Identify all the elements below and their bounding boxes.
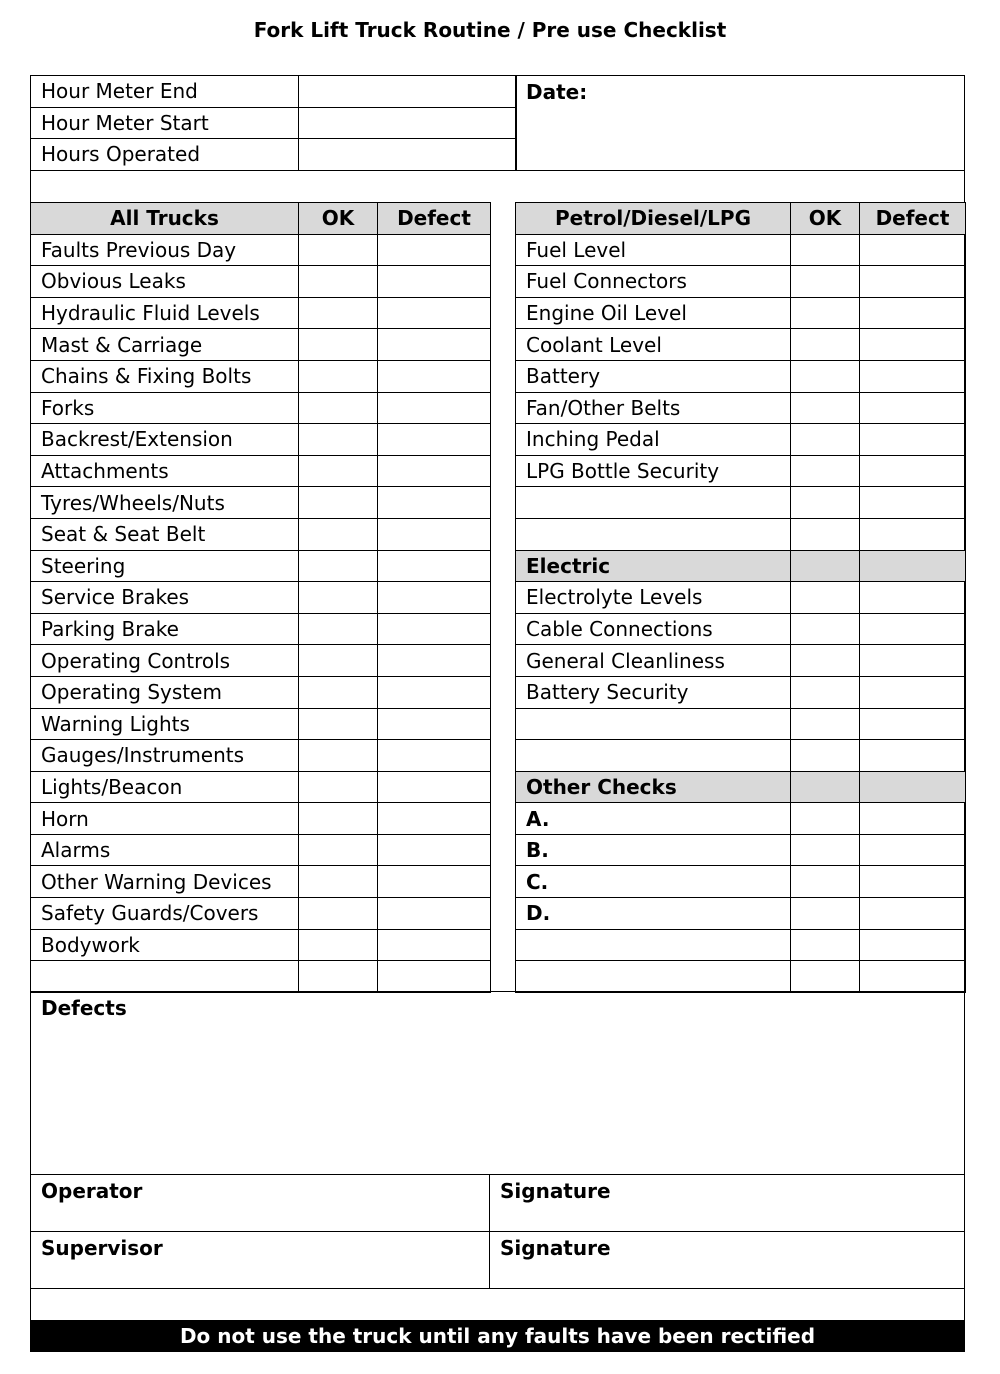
- all-trucks-table: [30, 202, 491, 993]
- check-row: [31, 961, 491, 993]
- check-item-label: Lights/Beacon: [31, 771, 299, 803]
- check-row: [31, 834, 491, 866]
- defect-checkbox[interactable]: [860, 518, 966, 550]
- ok-checkbox[interactable]: [299, 329, 378, 361]
- defect-checkbox[interactable]: [378, 645, 491, 677]
- defect-checkbox[interactable]: [378, 550, 491, 582]
- check-row: [516, 866, 966, 898]
- check-item-label: [516, 487, 791, 519]
- check-item-label: Parking Brake: [31, 613, 299, 645]
- ok-checkbox[interactable]: [791, 297, 860, 329]
- ok-column-header: OK: [299, 203, 378, 235]
- check-item-label: [31, 961, 299, 993]
- check-row: [31, 740, 491, 772]
- defect-checkbox[interactable]: [378, 297, 491, 329]
- ok-checkbox[interactable]: [791, 360, 860, 392]
- check-item-label: Mast & Carriage: [31, 329, 299, 361]
- check-row: [31, 708, 491, 740]
- defect-checkbox[interactable]: [378, 613, 491, 645]
- check-item-label: Tyres/Wheels/Nuts: [31, 487, 299, 519]
- ok-checkbox[interactable]: [299, 929, 378, 961]
- ok-checkbox[interactable]: [791, 234, 860, 266]
- defect-checkbox[interactable]: [378, 518, 491, 550]
- meter-label: Hour Meter Start: [31, 107, 299, 139]
- ok-checkbox[interactable]: [299, 392, 378, 424]
- defect-checkbox[interactable]: [860, 266, 966, 298]
- ok-column-blank: [791, 771, 860, 803]
- other-checks-header: [516, 771, 966, 803]
- ok-checkbox[interactable]: [299, 613, 378, 645]
- check-row: [31, 898, 491, 930]
- ok-checkbox[interactable]: [791, 329, 860, 361]
- page-title: Fork Lift Truck Routine / Pre use Checklist: [253, 18, 727, 42]
- ok-checkbox[interactable]: [299, 550, 378, 582]
- defect-checkbox[interactable]: [860, 645, 966, 677]
- meter-row: [31, 107, 517, 139]
- ok-checkbox[interactable]: [791, 898, 860, 930]
- check-item-label: Obvious Leaks: [31, 266, 299, 298]
- check-item-label: General Cleanliness: [516, 645, 791, 677]
- ok-checkbox[interactable]: [791, 645, 860, 677]
- ok-checkbox[interactable]: [791, 961, 860, 993]
- defect-checkbox[interactable]: [860, 929, 966, 961]
- ok-checkbox[interactable]: [299, 866, 378, 898]
- defect-checkbox[interactable]: [860, 676, 966, 708]
- check-row: [516, 266, 966, 298]
- ok-checkbox[interactable]: [299, 645, 378, 677]
- check-row: [31, 329, 491, 361]
- meter-value-field[interactable]: [299, 139, 517, 171]
- check-item-label: Service Brakes: [31, 582, 299, 614]
- defect-checkbox[interactable]: [378, 771, 491, 803]
- check-item-label: [516, 929, 791, 961]
- petrol-header: [516, 203, 966, 235]
- ok-checkbox[interactable]: [791, 834, 860, 866]
- check-row: [516, 392, 966, 424]
- check-item-label: Horn: [31, 803, 299, 835]
- defect-checkbox[interactable]: [860, 613, 966, 645]
- check-row: [516, 740, 966, 772]
- check-item-label: Alarms: [31, 834, 299, 866]
- check-row: [516, 929, 966, 961]
- defect-checkbox[interactable]: [378, 803, 491, 835]
- meter-row: [31, 76, 517, 108]
- check-row: [31, 645, 491, 677]
- defect-column-blank: [860, 771, 966, 803]
- check-row: [31, 487, 491, 519]
- defect-column-header: Defect: [378, 203, 491, 235]
- check-item-label: B.: [516, 834, 791, 866]
- check-row: [516, 360, 966, 392]
- check-row: [31, 455, 491, 487]
- check-item-label: Cable Connections: [516, 613, 791, 645]
- ok-checkbox[interactable]: [791, 455, 860, 487]
- check-item-label: Faults Previous Day: [31, 234, 299, 266]
- supervisor-label: Supervisor: [41, 1236, 163, 1260]
- defect-checkbox[interactable]: [860, 834, 966, 866]
- ok-checkbox[interactable]: [299, 803, 378, 835]
- ok-checkbox[interactable]: [299, 898, 378, 930]
- check-row: [31, 582, 491, 614]
- ok-checkbox[interactable]: [299, 234, 378, 266]
- ok-checkbox[interactable]: [791, 866, 860, 898]
- ok-checkbox[interactable]: [791, 392, 860, 424]
- check-item-label: Warning Lights: [31, 708, 299, 740]
- operator-label: Operator: [41, 1179, 143, 1203]
- ok-checkbox[interactable]: [299, 771, 378, 803]
- ok-checkbox[interactable]: [791, 266, 860, 298]
- check-row: [516, 329, 966, 361]
- defect-checkbox[interactable]: [860, 455, 966, 487]
- check-item-label: Forks: [31, 392, 299, 424]
- check-row: [516, 676, 966, 708]
- footer-warning: Do not use the truck until any faults have been rectified: [30, 1320, 965, 1352]
- defect-column-header: Defect: [860, 203, 966, 235]
- electric-header: [516, 550, 966, 582]
- check-item-label: Electrolyte Levels: [516, 582, 791, 614]
- section-title: Electric: [516, 550, 791, 582]
- defects-label: Defects: [41, 996, 127, 1020]
- ok-checkbox[interactable]: [791, 582, 860, 614]
- check-row: [31, 360, 491, 392]
- check-row: [31, 676, 491, 708]
- ok-checkbox[interactable]: [299, 740, 378, 772]
- defect-checkbox[interactable]: [378, 961, 491, 993]
- ok-checkbox[interactable]: [791, 929, 860, 961]
- defect-checkbox[interactable]: [378, 455, 491, 487]
- check-item-label: Attachments: [31, 455, 299, 487]
- check-item-label: Operating System: [31, 676, 299, 708]
- check-item-label: Coolant Level: [516, 329, 791, 361]
- ok-checkbox[interactable]: [299, 708, 378, 740]
- defect-checkbox[interactable]: [860, 740, 966, 772]
- check-item-label: Gauges/Instruments: [31, 740, 299, 772]
- check-item-label: [516, 961, 791, 993]
- defect-checkbox[interactable]: [378, 898, 491, 930]
- check-row: [516, 708, 966, 740]
- defect-checkbox[interactable]: [378, 392, 491, 424]
- check-item-label: Hydraulic Fluid Levels: [31, 297, 299, 329]
- check-row: [31, 266, 491, 298]
- ok-checkbox[interactable]: [299, 297, 378, 329]
- defect-checkbox[interactable]: [860, 297, 966, 329]
- meter-label: Hour Meter End: [31, 76, 299, 108]
- defect-checkbox[interactable]: [860, 961, 966, 993]
- defect-column-blank: [860, 550, 966, 582]
- defect-checkbox[interactable]: [378, 834, 491, 866]
- defect-checkbox[interactable]: [860, 360, 966, 392]
- check-item-label: [516, 740, 791, 772]
- defect-checkbox[interactable]: [378, 487, 491, 519]
- ok-checkbox[interactable]: [299, 676, 378, 708]
- check-row: [516, 582, 966, 614]
- check-row: [516, 455, 966, 487]
- ok-checkbox[interactable]: [791, 708, 860, 740]
- fuel-electric-table: [515, 202, 966, 993]
- meter-value-field[interactable]: [299, 76, 517, 108]
- defect-checkbox[interactable]: [378, 329, 491, 361]
- check-row: [31, 866, 491, 898]
- check-row: [31, 392, 491, 424]
- ok-checkbox[interactable]: [299, 582, 378, 614]
- defect-checkbox[interactable]: [860, 392, 966, 424]
- check-item-label: Battery Security: [516, 676, 791, 708]
- check-row: [31, 550, 491, 582]
- defect-checkbox[interactable]: [860, 803, 966, 835]
- meter-label: Hours Operated: [31, 139, 299, 171]
- ok-checkbox[interactable]: [299, 360, 378, 392]
- ok-checkbox[interactable]: [791, 518, 860, 550]
- check-row: [516, 424, 966, 456]
- meter-table: [30, 75, 517, 171]
- check-row: [31, 803, 491, 835]
- all-trucks-title: All Trucks: [31, 203, 299, 235]
- defect-checkbox[interactable]: [860, 424, 966, 456]
- check-row: [516, 487, 966, 519]
- ok-column-blank: [791, 550, 860, 582]
- ok-checkbox[interactable]: [299, 961, 378, 993]
- check-row: [516, 898, 966, 930]
- supervisor-signature-label: Signature: [500, 1236, 611, 1260]
- defect-checkbox[interactable]: [860, 898, 966, 930]
- defect-checkbox[interactable]: [378, 866, 491, 898]
- defect-checkbox[interactable]: [860, 487, 966, 519]
- date-label: Date:: [526, 80, 588, 104]
- check-item-label: Fuel Connectors: [516, 266, 791, 298]
- check-item-label: Inching Pedal: [516, 424, 791, 456]
- check-item-label: LPG Bottle Security: [516, 455, 791, 487]
- check-row: [31, 424, 491, 456]
- defect-checkbox[interactable]: [860, 708, 966, 740]
- ok-checkbox[interactable]: [299, 518, 378, 550]
- check-row: [516, 645, 966, 677]
- check-item-label: Operating Controls: [31, 645, 299, 677]
- check-item-label: Bodywork: [31, 929, 299, 961]
- defect-checkbox[interactable]: [860, 582, 966, 614]
- defect-checkbox[interactable]: [860, 866, 966, 898]
- check-item-label: A.: [516, 803, 791, 835]
- defect-checkbox[interactable]: [378, 929, 491, 961]
- check-item-label: Backrest/Extension: [31, 424, 299, 456]
- check-item-label: Seat & Seat Belt: [31, 518, 299, 550]
- ok-checkbox[interactable]: [791, 676, 860, 708]
- defects-field[interactable]: [30, 991, 965, 1174]
- check-row: [516, 961, 966, 993]
- check-row: [516, 518, 966, 550]
- defect-checkbox[interactable]: [860, 234, 966, 266]
- check-row: [31, 297, 491, 329]
- check-item-label: [516, 518, 791, 550]
- ok-checkbox[interactable]: [299, 834, 378, 866]
- defect-checkbox[interactable]: [378, 676, 491, 708]
- check-row: [31, 929, 491, 961]
- defect-checkbox[interactable]: [860, 329, 966, 361]
- check-row: [31, 234, 491, 266]
- defect-checkbox[interactable]: [378, 360, 491, 392]
- check-row: [31, 613, 491, 645]
- check-row: [516, 834, 966, 866]
- section-title: Petrol/Diesel/LPG: [516, 203, 791, 235]
- all-trucks-header: [31, 203, 491, 235]
- ok-checkbox[interactable]: [299, 424, 378, 456]
- check-item-label: Battery: [516, 360, 791, 392]
- check-row: [31, 518, 491, 550]
- ok-checkbox[interactable]: [791, 803, 860, 835]
- check-item-label: Fuel Level: [516, 234, 791, 266]
- meter-row: [31, 139, 517, 171]
- ok-checkbox[interactable]: [791, 424, 860, 456]
- check-item-label: D.: [516, 898, 791, 930]
- defect-checkbox[interactable]: [378, 266, 491, 298]
- check-item-label: Steering: [31, 550, 299, 582]
- ok-checkbox[interactable]: [791, 487, 860, 519]
- ok-checkbox[interactable]: [299, 455, 378, 487]
- check-item-label: Engine Oil Level: [516, 297, 791, 329]
- defect-checkbox[interactable]: [378, 582, 491, 614]
- check-row: [516, 234, 966, 266]
- defect-checkbox[interactable]: [378, 234, 491, 266]
- check-item-label: [516, 708, 791, 740]
- check-item-label: Other Warning Devices: [31, 866, 299, 898]
- check-row: [516, 297, 966, 329]
- check-row: [516, 613, 966, 645]
- ok-checkbox[interactable]: [791, 613, 860, 645]
- ok-checkbox[interactable]: [791, 740, 860, 772]
- ok-checkbox[interactable]: [299, 487, 378, 519]
- check-item-label: Fan/Other Belts: [516, 392, 791, 424]
- check-item-label: Chains & Fixing Bolts: [31, 360, 299, 392]
- check-row: [31, 771, 491, 803]
- operator-signature-label: Signature: [500, 1179, 611, 1203]
- defect-checkbox[interactable]: [378, 740, 491, 772]
- check-row: [516, 803, 966, 835]
- meter-value-field[interactable]: [299, 107, 517, 139]
- ok-checkbox[interactable]: [299, 266, 378, 298]
- check-item-label: Safety Guards/Covers: [31, 898, 299, 930]
- section-title: Other Checks: [516, 771, 791, 803]
- defect-checkbox[interactable]: [378, 424, 491, 456]
- ok-column-header: OK: [791, 203, 860, 235]
- defect-checkbox[interactable]: [378, 708, 491, 740]
- check-item-label: C.: [516, 866, 791, 898]
